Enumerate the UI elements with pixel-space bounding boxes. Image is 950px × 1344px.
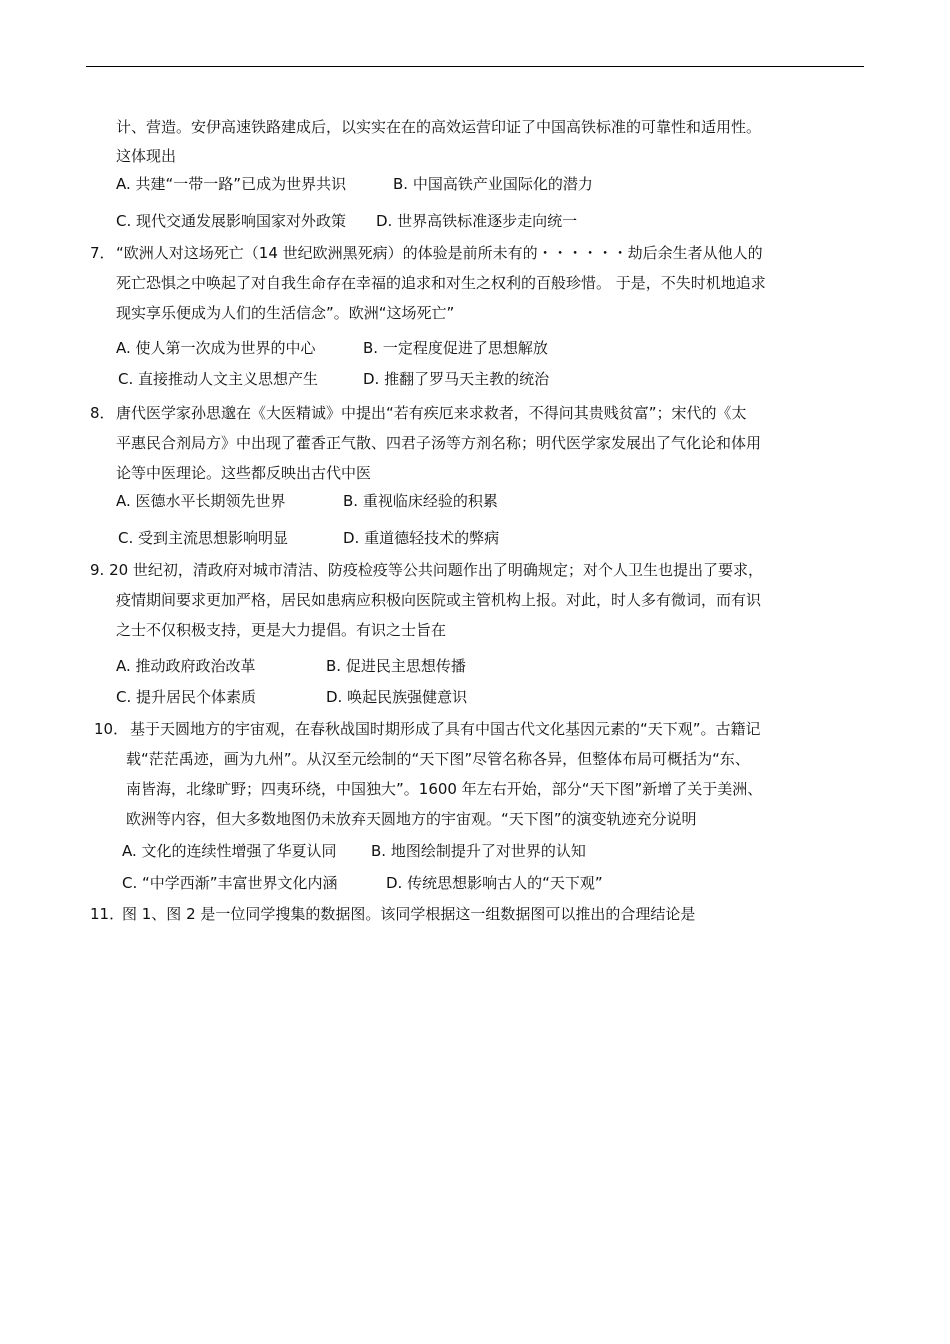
q11-number: 11．	[90, 905, 125, 923]
q7-option-a: A. 使人第一次成为世界的中心	[116, 339, 316, 357]
q9-option-d: D. 唤起民族强健意识	[326, 688, 468, 706]
q10-option-d: D. 传统思想影响古人的“天下观”	[386, 874, 603, 892]
q7-number: 7．	[90, 244, 115, 262]
q10-stem-line2: 载“茫茫禹迹，画为九州”。从汉至元绘制的“天下图”尽管名称各异，但整体布局可概括为“东、	[126, 750, 750, 768]
q8-stem-line1: 唐代医学家孙思邈在《大医精诚》中提出“若有疾厄来求救者，不得问其贵贱贫富”；宋代的《太	[116, 404, 747, 422]
q6-stem-line2: 这体现出	[116, 147, 177, 165]
q8-option-c: C. 受到主流思想影响明显	[118, 529, 289, 547]
q9-stem-line2: 疫情期间要求更加严格，居民如患病应积极向医院或主管机构上报。对此，时人多有微词，而有识	[116, 591, 762, 609]
q7-option-d: D. 推翻了罗马天主教的统治	[363, 370, 550, 388]
q7-option-c: C. 直接推动人文主义思想产生	[118, 370, 319, 388]
q7-stem-line2: 死亡恐惧之中唤起了对自我生命存在幸福的追求和对生之权利的百般珍惜。 于是，不失时机地追求	[116, 274, 766, 292]
q6-option-a: A. 共建“一带一路”已成为世界共识	[116, 175, 347, 193]
q8-stem-line3: 论等中医理论。这些都反映出古代中医	[116, 464, 372, 482]
q6-option-d: D. 世界高铁标准逐步走向统一	[376, 212, 578, 230]
q7-option-b: B. 一定程度促进了思想解放	[363, 339, 548, 357]
q6-option-c: C. 现代交通发展影响国家对外政策	[116, 212, 347, 230]
q9-stem-line3: 之士不仅积极支持，更是大力提倡。有识之士旨在	[116, 621, 447, 639]
q10-stem-line4: 欧洲等内容，但大多数地图仍未放弃天圆地方的宇宙观。“天下图”的演变轨迹充分说明	[126, 810, 697, 828]
header-rule	[86, 66, 864, 67]
q10-stem-line3: 南皆海，北缘旷野；四夷环绕，中国独大”。1600 年左右开始，部分“天下图”新增了关于美洲、	[126, 780, 763, 798]
q11-stem-line1: 图 1、图 2 是一位同学搜集的数据图。该同学根据这一组数据图可以推出的合理结论是	[122, 905, 696, 923]
q10-option-a: A. 文化的连续性增强了华夏认同	[122, 842, 337, 860]
q8-number: 8．	[90, 404, 115, 422]
q10-stem-line1: 基于天圆地方的宇宙观，在春秋战国时期形成了具有中国古代文化基因元素的“天下观”。古籍记	[130, 720, 761, 738]
q9-option-c: C. 提升居民个体素质	[116, 688, 257, 706]
q9-option-b: B. 促进民主思想传播	[326, 657, 466, 675]
q8-option-a: A. 医德水平长期领先世界	[116, 492, 286, 510]
q9-option-a: A. 推动政府政治改革	[116, 657, 256, 675]
q7-stem-line1: “欧洲人对这场死亡（14 世纪欧洲黑死病）的体验是前所未有的・・・・・・劫后余生者从他人的	[116, 244, 763, 262]
q7-stem-line3: 现实享乐便成为人们的生活信念”。欧洲“这场死亡”	[116, 304, 455, 322]
q8-option-d: D. 重道德轻技术的弊病	[343, 529, 500, 547]
q10-option-b: B. 地图绘制提升了对世界的认知	[371, 842, 586, 860]
q9-stem-line1: 9. 20 世纪初，清政府对城市清洁、防疫检疫等公共问题作出了明确规定；对个人卫生也提出了要求，	[90, 561, 763, 579]
q6-option-b: B. 中国高铁产业国际化的潜力	[393, 175, 593, 193]
q8-stem-line2: 平惠民合剂局方》中出现了藿香正气散、四君子汤等方剂名称；明代医学家发展出了气化论和体用	[116, 434, 762, 452]
q8-option-b: B. 重视临床经验的积累	[343, 492, 498, 510]
q10-option-c: C. “中学西渐”丰富世界文化内涵	[122, 874, 338, 892]
q10-number: 10．	[94, 720, 129, 738]
q6-stem-line1: 计、营造。安伊高速铁路建成后，以实实在在的高效运营印证了中国高铁标准的可靠性和适用性。	[116, 118, 762, 136]
